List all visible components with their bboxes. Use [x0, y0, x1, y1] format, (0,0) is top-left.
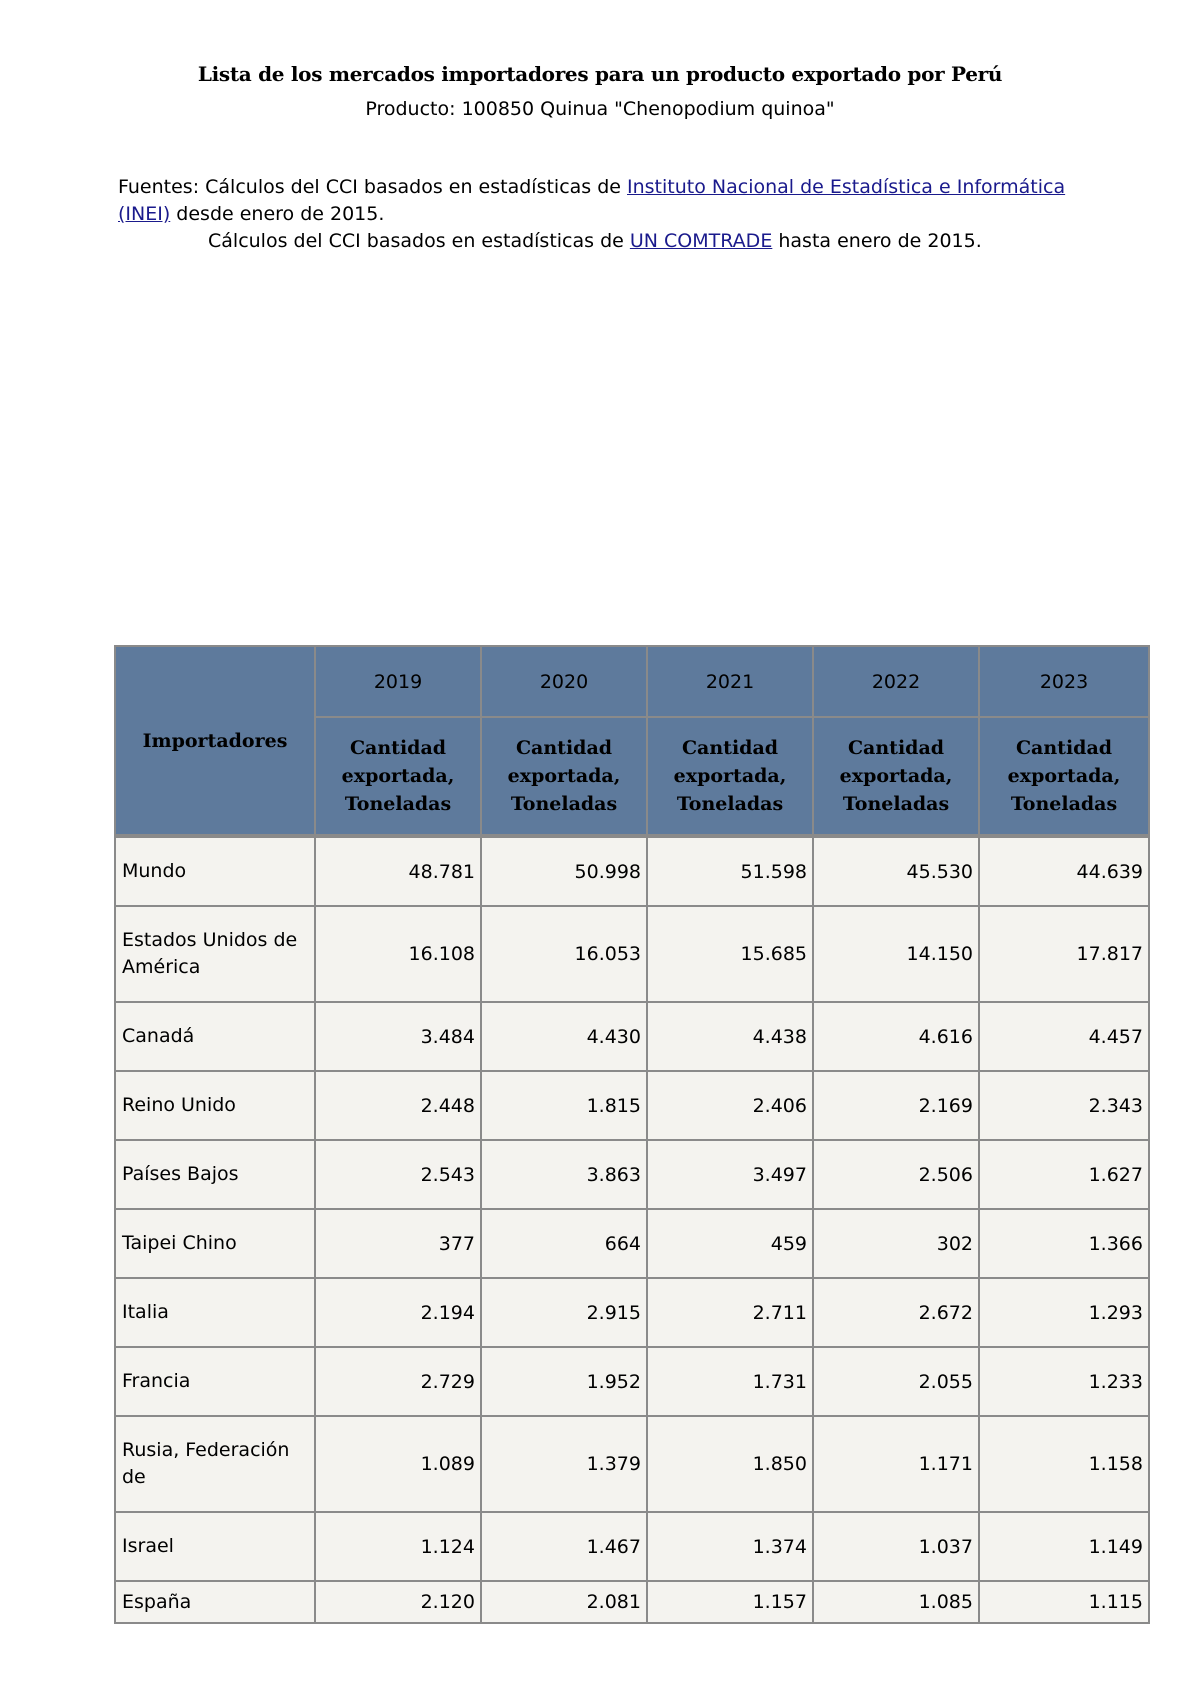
- importers-header: Importadores: [115, 646, 315, 836]
- value-cell: 2.543: [315, 1140, 481, 1209]
- value-cell: 3.863: [481, 1140, 647, 1209]
- country-cell: Mundo: [115, 836, 315, 906]
- country-cell: Canadá: [115, 1002, 315, 1071]
- country-cell: Italia: [115, 1278, 315, 1347]
- sources-line-2-suffix: hasta enero de 2015.: [772, 230, 982, 252]
- value-cell: 2.915: [481, 1278, 647, 1347]
- country-cell: Francia: [115, 1347, 315, 1416]
- sources-line-2: [118, 228, 1108, 255]
- value-cell: 2.120: [315, 1581, 481, 1623]
- value-cell: 3.497: [647, 1140, 813, 1209]
- value-cell: 1.149: [979, 1512, 1149, 1581]
- table-row: [115, 1209, 1149, 1278]
- table-row: [115, 836, 1149, 906]
- sources-note: [118, 174, 1108, 255]
- value-cell: 1.085: [813, 1581, 979, 1623]
- country-cell: Reino Unido: [115, 1071, 315, 1140]
- comtrade-link[interactable]: UN COMTRADE: [629, 230, 773, 252]
- value-cell: 4.616: [813, 1002, 979, 1071]
- table-row: [115, 1002, 1149, 1071]
- table-row: [115, 1140, 1149, 1209]
- value-cell: 16.053: [481, 906, 647, 1002]
- table-row: [115, 1416, 1149, 1512]
- table-row: [115, 906, 1149, 1002]
- measure-header: Cantidad exportada, Toneladas: [979, 717, 1149, 836]
- value-cell: 48.781: [315, 836, 481, 906]
- value-cell: 1.124: [315, 1512, 481, 1581]
- sources-line-2-prefix: Cálculos del CCI basados en estadísticas de: [208, 230, 630, 252]
- year-header: 2021: [647, 646, 813, 717]
- value-cell: 1.379: [481, 1416, 647, 1512]
- value-cell: 459: [647, 1209, 813, 1278]
- value-cell: 1.815: [481, 1071, 647, 1140]
- year-header: 2022: [813, 646, 979, 717]
- value-cell: 1.089: [315, 1416, 481, 1512]
- year-header-row: [115, 646, 1149, 717]
- product-subtitle: Producto: 100850 Quinua "Chenopodium quinoa": [365, 98, 835, 120]
- value-cell: 2.729: [315, 1347, 481, 1416]
- value-cell: 1.115: [979, 1581, 1149, 1623]
- value-cell: 2.343: [979, 1071, 1149, 1140]
- value-cell: 15.685: [647, 906, 813, 1002]
- page-title: Lista de los mercados importadores para un producto exportado por Perú: [197, 62, 1003, 86]
- value-cell: 50.998: [481, 836, 647, 906]
- table-row: [115, 1347, 1149, 1416]
- value-cell: 2.055: [813, 1347, 979, 1416]
- country-cell: Países Bajos: [115, 1140, 315, 1209]
- value-cell: 17.817: [979, 906, 1149, 1002]
- table-row: [115, 1512, 1149, 1581]
- value-cell: 4.457: [979, 1002, 1149, 1071]
- value-cell: 1.366: [979, 1209, 1149, 1278]
- year-header: 2023: [979, 646, 1149, 717]
- value-cell: 1.374: [647, 1512, 813, 1581]
- table-row: [115, 1071, 1149, 1140]
- year-header: 2019: [315, 646, 481, 717]
- value-cell: 664: [481, 1209, 647, 1278]
- value-cell: 1.157: [647, 1581, 813, 1623]
- table-row: [115, 1278, 1149, 1347]
- value-cell: 45.530: [813, 836, 979, 906]
- value-cell: 14.150: [813, 906, 979, 1002]
- value-cell: 1.293: [979, 1278, 1149, 1347]
- value-cell: 2.194: [315, 1278, 481, 1347]
- value-cell: 1.467: [481, 1512, 647, 1581]
- importers-table: [114, 645, 1150, 1624]
- country-cell: España: [115, 1581, 315, 1623]
- value-cell: 302: [813, 1209, 979, 1278]
- value-cell: 1.171: [813, 1416, 979, 1512]
- value-cell: 1.627: [979, 1140, 1149, 1209]
- value-cell: 1.158: [979, 1416, 1149, 1512]
- table-row: [115, 1581, 1149, 1623]
- value-cell: 2.506: [813, 1140, 979, 1209]
- country-cell: Estados Unidos de América: [115, 906, 315, 1002]
- value-cell: 51.598: [647, 836, 813, 906]
- value-cell: 1.952: [481, 1347, 647, 1416]
- sources-line-1-prefix: Fuentes: Cálculos del CCI basados en estadísticas de: [118, 176, 628, 198]
- measure-header: Cantidad exportada, Toneladas: [813, 717, 979, 836]
- inei-link[interactable]: Instituto Nacional de Estadística e Informática (INEI): [118, 176, 1066, 225]
- year-header: 2020: [481, 646, 647, 717]
- value-cell: 377: [315, 1209, 481, 1278]
- value-cell: 2.081: [481, 1581, 647, 1623]
- value-cell: 2.672: [813, 1278, 979, 1347]
- sources-line-1: [118, 174, 1108, 228]
- value-cell: 44.639: [979, 836, 1149, 906]
- value-cell: 2.448: [315, 1071, 481, 1140]
- country-cell: Israel: [115, 1512, 315, 1581]
- value-cell: 2.406: [647, 1071, 813, 1140]
- value-cell: 4.438: [647, 1002, 813, 1071]
- value-cell: 1.731: [647, 1347, 813, 1416]
- country-cell: Taipei Chino: [115, 1209, 315, 1278]
- value-cell: 4.430: [481, 1002, 647, 1071]
- value-cell: 1.233: [979, 1347, 1149, 1416]
- value-cell: 1.037: [813, 1512, 979, 1581]
- value-cell: 3.484: [315, 1002, 481, 1071]
- value-cell: 1.850: [647, 1416, 813, 1512]
- sources-line-1-suffix: desde enero de 2015.: [170, 203, 385, 225]
- country-cell: Rusia, Federación de: [115, 1416, 315, 1512]
- value-cell: 2.711: [647, 1278, 813, 1347]
- measure-header: Cantidad exportada, Toneladas: [315, 717, 481, 836]
- measure-header: Cantidad exportada, Toneladas: [647, 717, 813, 836]
- value-cell: 16.108: [315, 906, 481, 1002]
- value-cell: 2.169: [813, 1071, 979, 1140]
- measure-header: Cantidad exportada, Toneladas: [481, 717, 647, 836]
